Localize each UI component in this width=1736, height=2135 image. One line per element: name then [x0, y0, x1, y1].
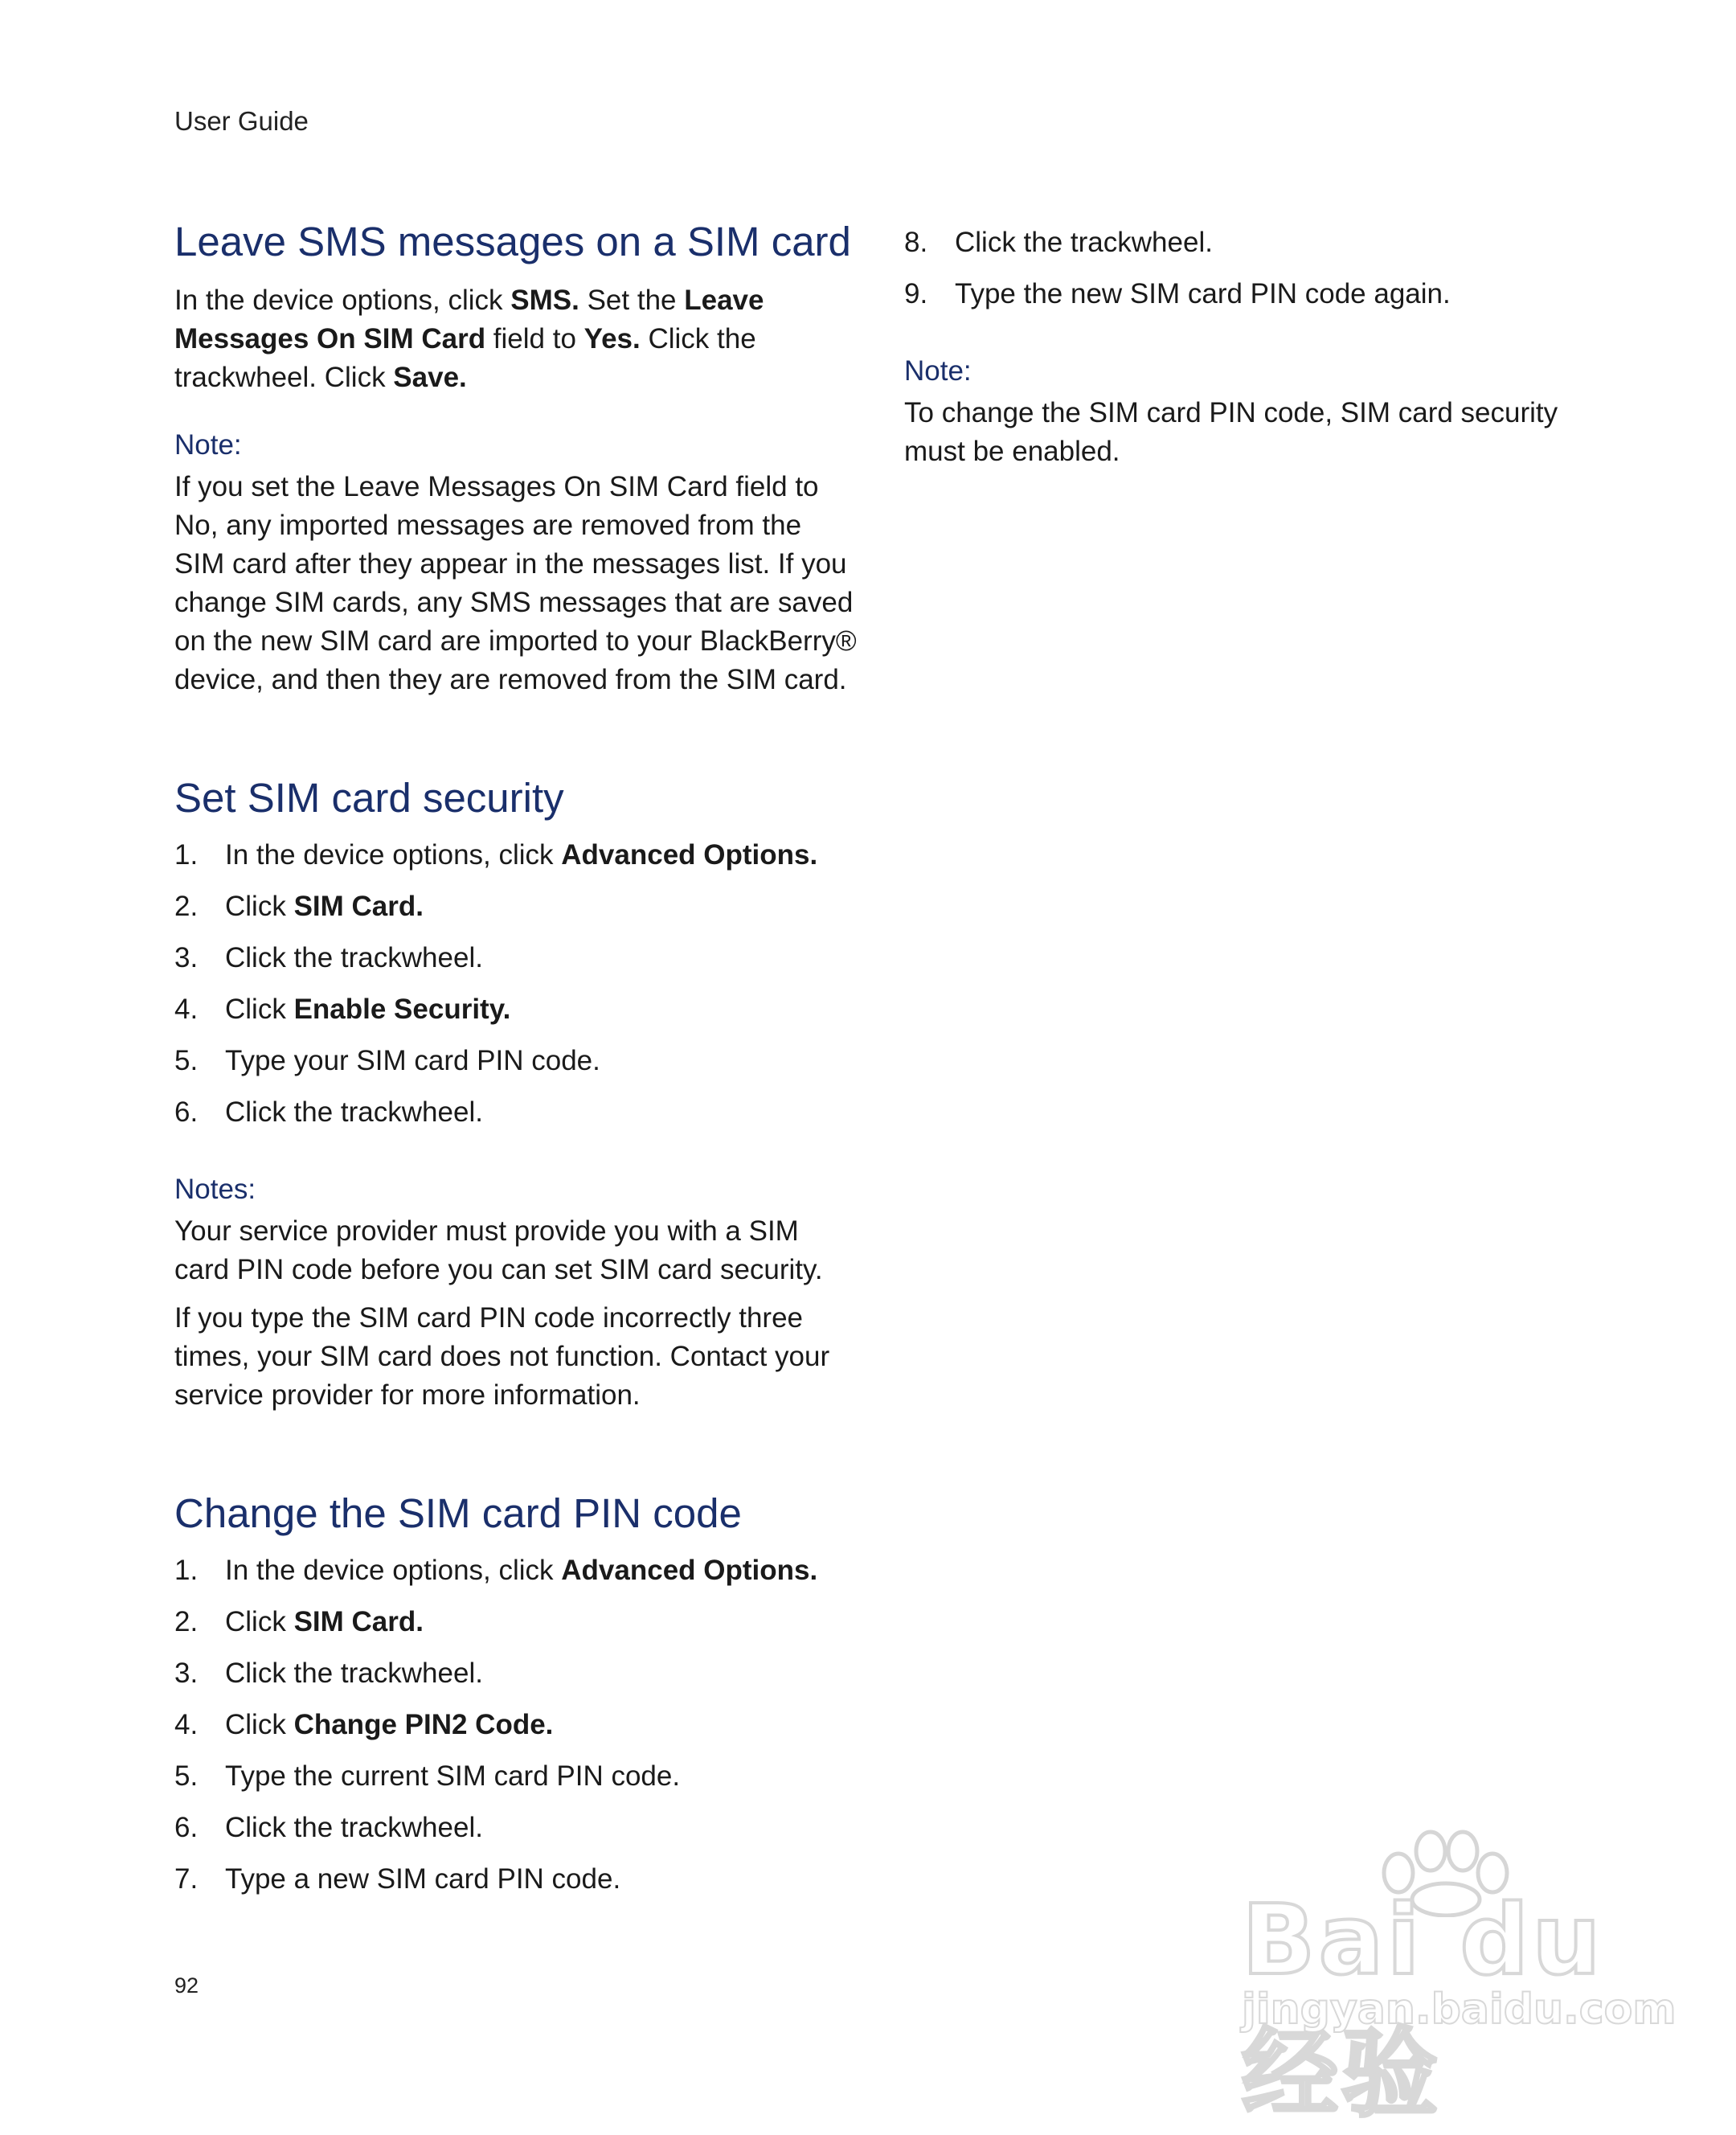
menu-term: Save.	[393, 362, 467, 393]
menu-term: SMS.	[510, 285, 579, 316]
list-item	[174, 1656, 858, 1691]
step-text: Click the trackwheel.	[955, 227, 1213, 258]
step-term: SIM Card.	[293, 1606, 424, 1637]
step-number: 6.	[174, 1812, 199, 1843]
watermark-url: jingyan.baidu.com	[1242, 1985, 1677, 2034]
step-number: 5.	[174, 1760, 199, 1792]
step-list	[174, 1553, 858, 1897]
step-text: Click	[225, 994, 294, 1025]
section-title: Change the SIM card PIN code	[174, 1490, 742, 1536]
note-text: If you set the Leave Messages On SIM Card field to No, any imported messages are removed from the SIM card after they appear in the messages list. If you change SIM cards, any SMS messages that are saved on the new SIM card are imported to your BlackBerry® device, and then they are removed from the SIM card.	[174, 471, 857, 695]
list-item	[174, 1095, 858, 1130]
step-text: Type a new SIM card PIN code.	[225, 1863, 621, 1895]
list-item	[174, 992, 858, 1027]
right-column	[904, 225, 1563, 471]
note-text: To change the SIM card PIN code, SIM card security must be enabled.	[904, 397, 1558, 467]
step-number: 5.	[174, 1045, 199, 1076]
step-number: 1.	[174, 839, 199, 871]
note-text: If you type the SIM card PIN code incorrectly three times, your SIM card does not function. Contact your service provider for more information.	[174, 1302, 830, 1411]
step-text: In the device options, click	[225, 1555, 562, 1586]
step-term: Advanced Options.	[561, 1555, 818, 1586]
step-term: Change PIN2 Code.	[293, 1709, 554, 1740]
notes-heading: Notes:	[174, 1174, 256, 1205]
step-text: Click	[225, 891, 294, 922]
page-number: 92	[174, 1973, 199, 1998]
baidu-watermark	[1234, 1829, 1677, 2130]
list-item	[174, 1604, 858, 1640]
watermark-logo: Bai du 经验	[1242, 1885, 1604, 2130]
section-title: Set SIM card security	[174, 775, 564, 821]
running-header: User Guide	[174, 106, 309, 136]
value-term: Yes.	[583, 323, 641, 354]
step-term: Enable Security.	[293, 994, 511, 1025]
step-list	[174, 838, 858, 1130]
list-item	[174, 838, 858, 873]
step-text: Type the current SIM card PIN code.	[225, 1760, 681, 1792]
step-number: 8.	[904, 227, 928, 258]
step-text: Click the trackwheel.	[225, 1658, 483, 1689]
step-number: 4.	[174, 994, 199, 1025]
step-number: 2.	[174, 1606, 199, 1637]
list-item	[174, 1862, 858, 1897]
text-run: field to	[485, 323, 584, 354]
text-run: Click the trackwheel. Click	[174, 323, 756, 393]
list-item	[174, 1759, 858, 1794]
note-heading: Note:	[174, 429, 242, 461]
note-text: Your service provider must provide you with a SIM card PIN code before you can set SIM card security.	[174, 1215, 823, 1285]
step-text: Click the trackwheel.	[225, 1096, 483, 1128]
step-text: Click the trackwheel.	[225, 942, 483, 973]
list-item	[174, 1707, 858, 1743]
step-text: In the device options, click	[225, 839, 562, 871]
step-term: SIM Card.	[293, 891, 424, 922]
step-text: Click	[225, 1606, 294, 1637]
instruction-paragraph	[174, 281, 858, 397]
step-number: 7.	[174, 1863, 199, 1895]
step-number: 3.	[174, 1658, 199, 1689]
step-text: Click	[225, 1709, 294, 1740]
section-leave-sms	[174, 217, 858, 699]
section-sim-security	[174, 773, 858, 1415]
step-text: Click the trackwheel.	[225, 1812, 483, 1843]
note-heading: Note:	[904, 355, 972, 387]
step-number: 9.	[904, 278, 928, 309]
step-number: 4.	[174, 1709, 199, 1740]
field-term: Leave Messages On SIM Card	[174, 285, 764, 354]
list-item	[174, 1553, 858, 1588]
step-text: Type the new SIM card PIN code again.	[955, 278, 1451, 309]
list-item	[174, 940, 858, 976]
step-list-continued	[904, 225, 1563, 312]
list-item	[904, 225, 1563, 260]
step-number: 1.	[174, 1555, 199, 1586]
section-title: Leave SMS messages on a SIM card	[174, 219, 851, 264]
step-term: Advanced Options.	[561, 839, 818, 871]
list-item	[174, 889, 858, 924]
text-run: Set the	[579, 285, 685, 316]
left-column	[174, 217, 858, 1971]
step-number: 3.	[174, 942, 199, 973]
list-item	[904, 277, 1563, 312]
list-item	[174, 1043, 858, 1079]
step-text: Type your SIM card PIN code.	[225, 1045, 600, 1076]
section-change-pin	[174, 1489, 858, 1897]
text-run: In the device options, click	[174, 285, 511, 316]
step-number: 2.	[174, 891, 199, 922]
step-number: 6.	[174, 1096, 199, 1128]
list-item	[174, 1810, 858, 1846]
